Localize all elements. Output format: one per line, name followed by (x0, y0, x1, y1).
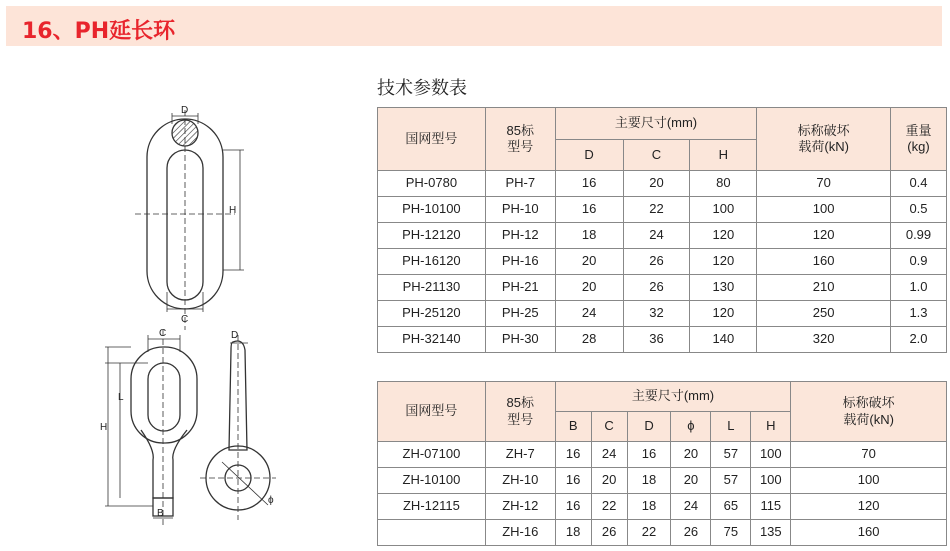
table-cell: 100 (757, 197, 891, 223)
table-cell: 1.0 (891, 275, 947, 301)
table-cell: 20 (623, 171, 690, 197)
table-cell: ZH-12 (485, 494, 555, 520)
table-cell: 115 (751, 494, 791, 520)
zh-spec-table (377, 381, 947, 546)
label-l: L (118, 392, 124, 403)
label-h-zh: H (100, 422, 108, 433)
col-header-load: 标称破坏 载荷(kN) (791, 382, 947, 442)
table-cell: 140 (690, 327, 757, 353)
table-cell: 100 (751, 442, 791, 468)
table-cell: ZH-12115 (378, 494, 486, 520)
table-cell: 0.4 (891, 171, 947, 197)
ph-spec-table (377, 107, 947, 353)
zh-eye-slot (148, 363, 180, 431)
table-cell: 18 (627, 494, 671, 520)
table-cell: 100 (690, 197, 757, 223)
sub-header: D (555, 140, 623, 171)
table-cell: 210 (757, 275, 891, 301)
table-cell: ZH-16 (485, 520, 555, 546)
page-title: 16、PH延长环 (22, 19, 176, 44)
table-row (378, 197, 947, 223)
label-c-zh: C (159, 328, 167, 339)
table-cell: 120 (690, 301, 757, 327)
table-cell: 26 (671, 520, 711, 546)
table-row (378, 520, 947, 546)
table-row (378, 494, 947, 520)
table-cell: 130 (690, 275, 757, 301)
table-cell: 120 (757, 223, 891, 249)
table-cell: ZH-7 (485, 442, 555, 468)
table-cell: PH-32140 (378, 327, 486, 353)
table-cell: 20 (555, 275, 623, 301)
table-cell: 22 (623, 197, 690, 223)
table-cell: 320 (757, 327, 891, 353)
table-cell: 0.5 (891, 197, 947, 223)
technical-drawing (0, 0, 370, 551)
table-cell: PH-21 (485, 275, 555, 301)
label-h: H (229, 205, 237, 216)
table-cell: PH-10 (485, 197, 555, 223)
sub-header: ϕ (671, 412, 711, 442)
section-title: 技术参数表 (377, 78, 467, 99)
sub-header: H (751, 412, 791, 442)
table-cell: 250 (757, 301, 891, 327)
table-cell: 18 (627, 468, 671, 494)
table-cell: 135 (751, 520, 791, 546)
table-cell: 26 (623, 275, 690, 301)
table-cell: 120 (690, 223, 757, 249)
table-cell: 16 (555, 494, 591, 520)
ph-table-body (378, 171, 947, 353)
table-cell: 160 (791, 520, 947, 546)
table-cell: 57 (711, 442, 751, 468)
table-cell: 36 (623, 327, 690, 353)
table-cell: 2.0 (891, 327, 947, 353)
table-cell: 22 (627, 520, 671, 546)
label-b: B (157, 508, 164, 519)
table-cell: 70 (757, 171, 891, 197)
table-cell: 100 (751, 468, 791, 494)
col-header-main: 主要尺寸(mm) (555, 382, 791, 412)
col-header-load: 标称破坏 载荷(kN) (757, 108, 891, 171)
table-cell: 24 (555, 301, 623, 327)
label-d-top: D (181, 105, 189, 116)
zh-eye-outline (131, 347, 197, 443)
col-header-id: 国网型号 (378, 382, 486, 442)
table-cell: 24 (623, 223, 690, 249)
label-phi: ϕ (268, 495, 274, 506)
table-row (378, 249, 947, 275)
table-cell: 16 (555, 442, 591, 468)
zh-neck (141, 430, 187, 498)
table-cell: 32 (623, 301, 690, 327)
table-row (378, 442, 947, 468)
table-cell: PH-30 (485, 327, 555, 353)
sub-header: H (690, 140, 757, 171)
table-cell: 22 (591, 494, 627, 520)
table-cell: 26 (623, 249, 690, 275)
table-cell: 70 (791, 442, 947, 468)
table-cell: 160 (757, 249, 891, 275)
table-cell: 24 (671, 494, 711, 520)
table-row (378, 468, 947, 494)
table-cell: 65 (711, 494, 751, 520)
table-cell: 16 (627, 442, 671, 468)
table-row (378, 301, 947, 327)
table-cell: 20 (671, 468, 711, 494)
table-cell: 20 (671, 442, 711, 468)
table-cell: PH-12120 (378, 223, 486, 249)
table-cell: 18 (555, 520, 591, 546)
table-cell: 20 (555, 249, 623, 275)
sub-header: B (555, 412, 591, 442)
table-cell: 0.9 (891, 249, 947, 275)
table-cell: PH-0780 (378, 171, 486, 197)
table-row (378, 327, 947, 353)
table-cell: 120 (791, 494, 947, 520)
col-header-85: 85标 型号 (485, 108, 555, 171)
table-cell: PH-25 (485, 301, 555, 327)
table-cell: 18 (555, 223, 623, 249)
table-cell (378, 520, 486, 546)
table-cell: PH-16 (485, 249, 555, 275)
table-cell: 80 (690, 171, 757, 197)
table-cell: PH-21130 (378, 275, 486, 301)
table-cell: PH-7 (485, 171, 555, 197)
table-cell: 120 (690, 249, 757, 275)
table-cell: 26 (591, 520, 627, 546)
table-cell: ZH-10100 (378, 468, 486, 494)
table-cell: 16 (555, 468, 591, 494)
table-cell: ZH-10 (485, 468, 555, 494)
col-header-main: 主要尺寸(mm) (555, 108, 757, 140)
sub-header: L (711, 412, 751, 442)
table-row (378, 171, 947, 197)
table-row (378, 223, 947, 249)
table-cell: 16 (555, 171, 623, 197)
label-d-zh: D (231, 330, 239, 341)
table-cell: PH-12 (485, 223, 555, 249)
table-cell: 100 (791, 468, 947, 494)
table-cell: PH-10100 (378, 197, 486, 223)
sub-header: C (591, 412, 627, 442)
table-row (378, 275, 947, 301)
label-c-bottom: C (181, 314, 189, 325)
zh-table-body (378, 442, 947, 546)
table-cell: 20 (591, 468, 627, 494)
col-header-id: 国网型号 (378, 108, 486, 171)
table-cell: PH-25120 (378, 301, 486, 327)
sub-header: C (623, 140, 690, 171)
table-cell: 75 (711, 520, 751, 546)
table-cell: PH-16120 (378, 249, 486, 275)
col-header-weight: 重量 (kg) (891, 108, 947, 171)
table-cell: 0.99 (891, 223, 947, 249)
table-cell: 16 (555, 197, 623, 223)
sub-header: D (627, 412, 671, 442)
table-cell: 28 (555, 327, 623, 353)
col-header-85: 85标 型号 (485, 382, 555, 442)
table-cell: ZH-07100 (378, 442, 486, 468)
table-cell: 1.3 (891, 301, 947, 327)
table-cell: 24 (591, 442, 627, 468)
table-cell: 57 (711, 468, 751, 494)
